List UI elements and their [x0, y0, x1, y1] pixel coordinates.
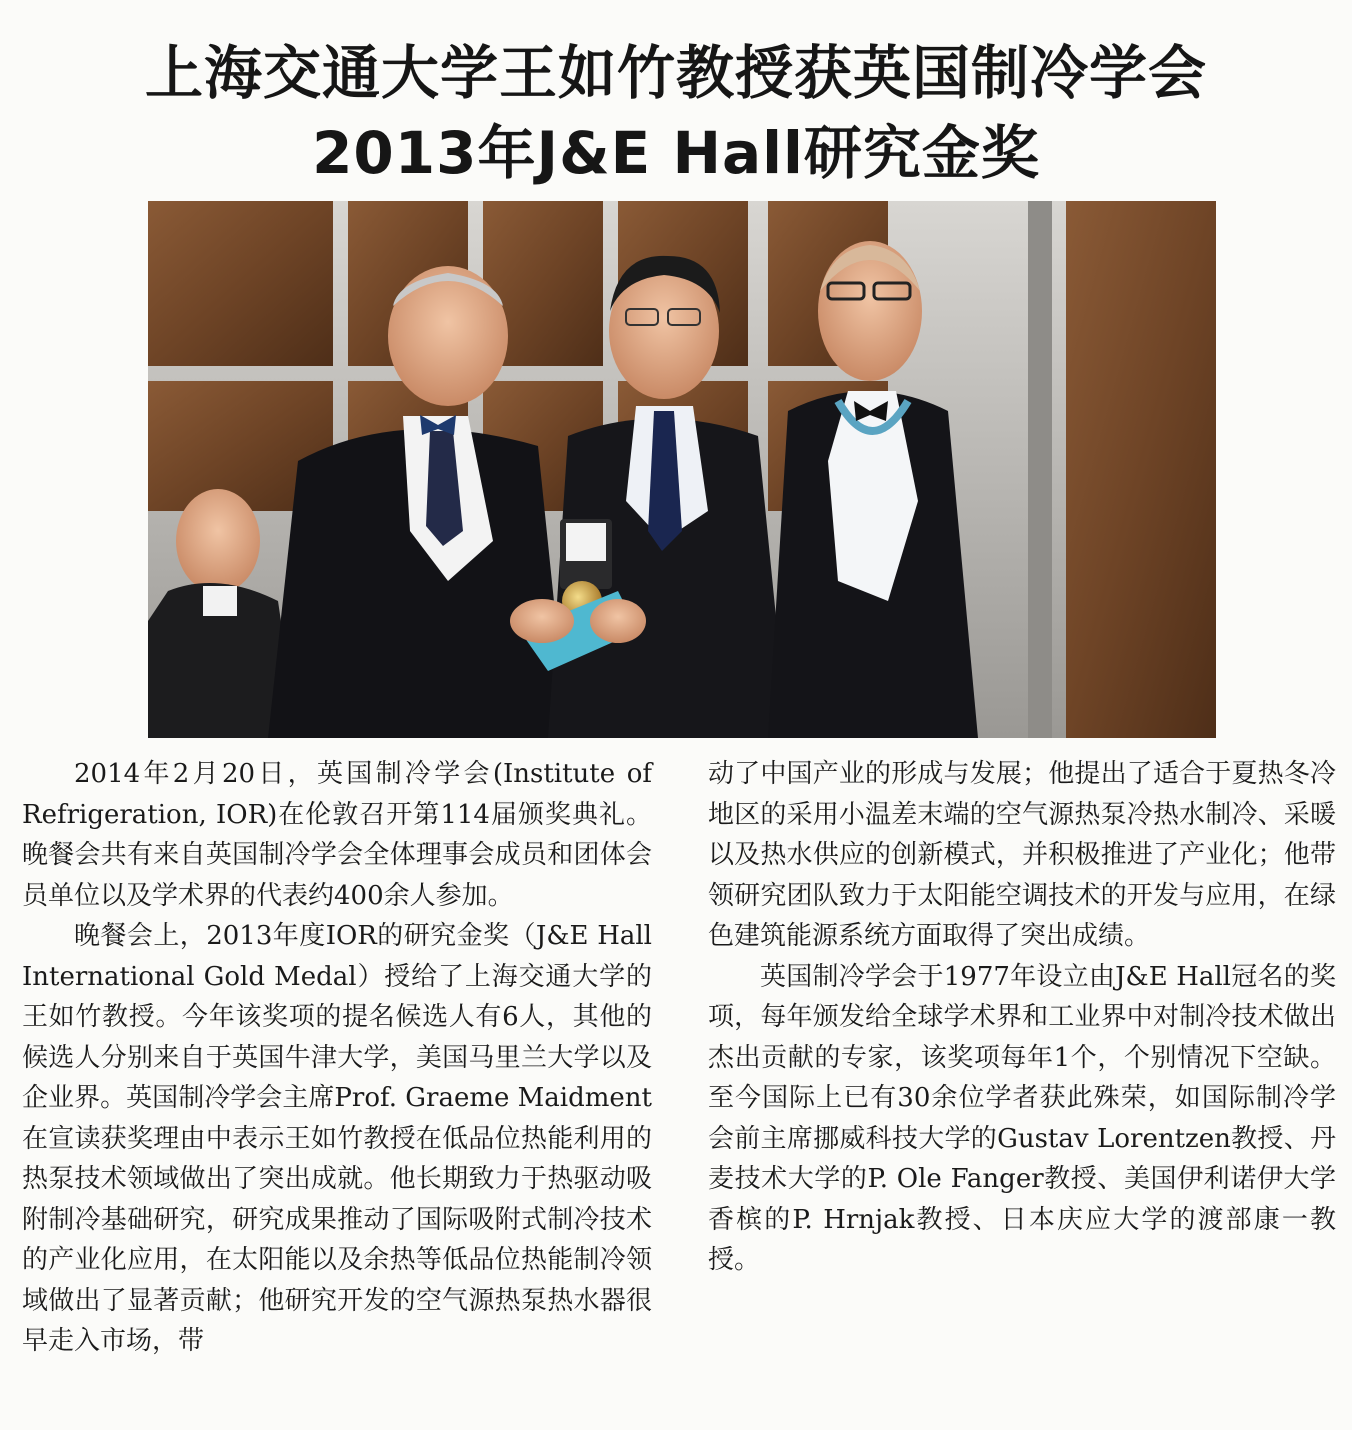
- award-ceremony-photo: [148, 201, 1216, 738]
- paragraph: 晚餐会上，2013年度IOR的研究金奖（J&E Hall International Gold Medal）授给了上海交通大学的王如竹教授。今年该奖项的提名候选人有6人，其他的候选人分别来自于英国牛津大学，美国马里兰大学以及企业界。英国制冷学会主席Prof. Graeme Maidment在宣读获奖理由中表示王如竹教授在低品位热能利用的热泵技术领域做出了突出成就。他长期致力于热驱动吸附制冷基础研究，研究成果推动了国际吸附式制冷技术的产业化应用，在太阳能以及余热等低品位热能制冷领域做出了显著贡献；他研究开发的空气源热泵热水器很早走入市场，带: [22, 921, 652, 1356]
- paragraph: 2014年2月20日，英国制冷学会(Institute of Refrigeration, IOR)在伦敦召开第114届颁奖典礼。晚餐会共有来自英国制冷学会全体理事会成员和团体会员单位以及学术界的代表约400余人参加。: [22, 759, 652, 911]
- article-title-line1: 上海交通大学王如竹教授获英国制冷学会: [144, 39, 1207, 107]
- paragraph: 动了中国产业的形成与发展；他提出了适合于夏热冬冷地区的采用小温差末端的空气源热泵冷热水制冷、采暖以及热水供应的创新模式，并积极推进了产业化；他带领研究团队致力于太阳能空调技术的开发与应用，在绿色建筑能源系统方面取得了突出成绩。: [708, 759, 1336, 951]
- article-title-line2: 2013年J&E Hall研究金奖: [312, 119, 1040, 187]
- paragraph: 英国制冷学会于1977年设立由J&E Hall冠名的奖项，每年颁发给全球学术界和工业界中对制冷技术做出杰出贡献的专家，该奖项每年1个，个别情况下空缺。至今国际上已有30余位学者获此殊荣，如国际制冷学会前主席挪威科技大学的Gustav Lorentzen教授、丹麦技术大学的P. Ole Fanger教授、美国伊利诺伊大学香槟的P. Hrnjak教授、日本庆应大学的渡部康一教授。: [708, 961, 1336, 1275]
- body-column-left: [22, 754, 652, 1362]
- body-column-right: [708, 754, 1336, 1281]
